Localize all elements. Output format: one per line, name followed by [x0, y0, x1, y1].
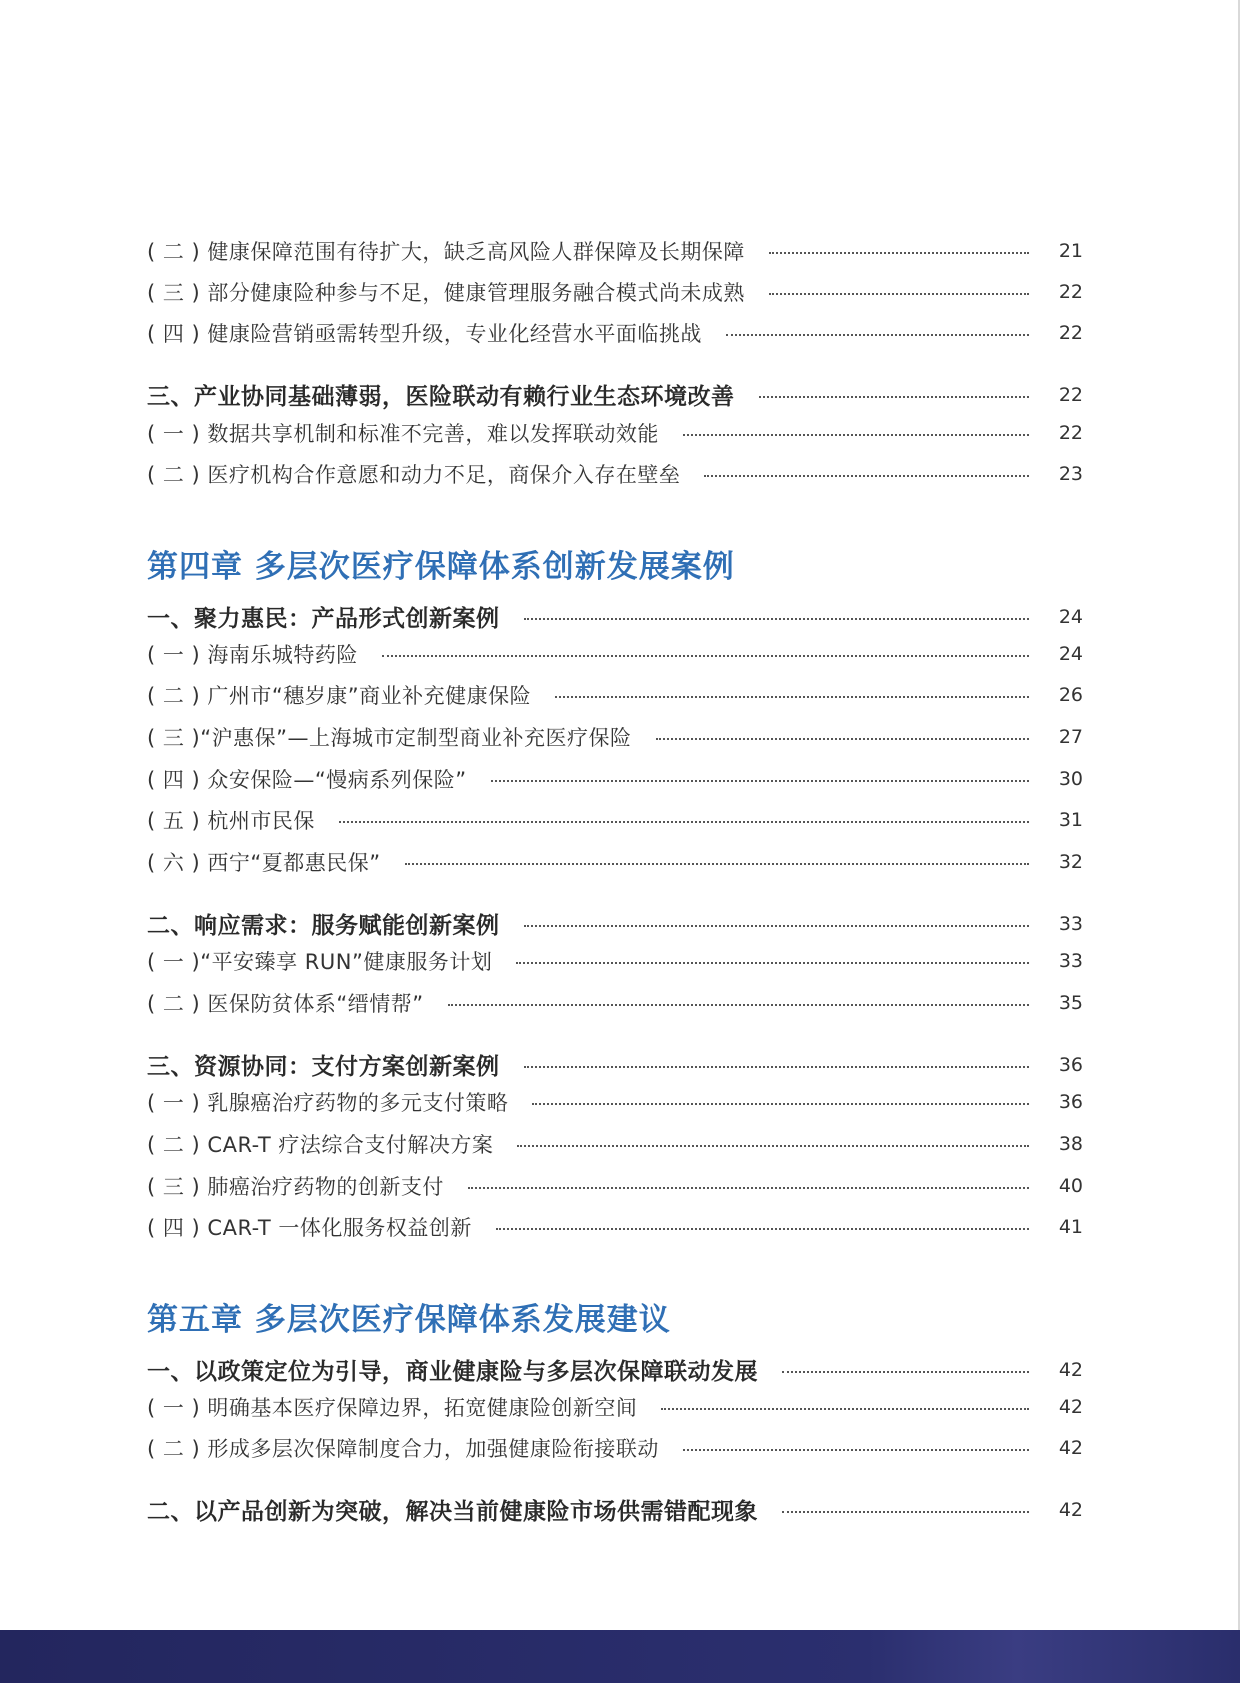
dot-leader [339, 821, 1029, 823]
toc-page-number: 24 [1058, 643, 1083, 665]
toc-entry-label: ( 四 ) 众安保险—“慢病系列保险” [147, 768, 467, 792]
toc-page-number: 42 [1058, 1437, 1083, 1459]
dot-leader [448, 1004, 1029, 1006]
toc-entry-label: ( 二 ) 健康保障范围有待扩大，缺乏高风险人群保障及长期保障 [147, 240, 745, 264]
toc-page-number: 21 [1058, 240, 1083, 262]
toc-page-number: 40 [1058, 1175, 1083, 1197]
dot-leader [683, 1449, 1029, 1451]
toc-entry[interactable] [147, 418, 1083, 448]
dot-leader [516, 962, 1029, 964]
dot-leader [782, 1511, 1029, 1513]
dot-leader [524, 1066, 1030, 1068]
toc-page-number: 31 [1058, 809, 1083, 831]
toc-entry-label: ( 三 )“沪惠保”—上海城市定制型商业补充医疗保险 [147, 726, 632, 750]
toc-entry[interactable] [147, 459, 1083, 489]
toc-entry-label: ( 一 ) 海南乐城特药险 [147, 643, 358, 667]
dot-leader [468, 1187, 1029, 1189]
toc-entry[interactable] [147, 988, 1083, 1018]
toc-page-number: 41 [1058, 1216, 1083, 1238]
toc-entry[interactable] [147, 1087, 1083, 1117]
toc-entry-label: ( 三 ) 部分健康险种参与不足，健康管理服务融合模式尚未成熟 [147, 281, 745, 305]
toc-entry[interactable] [147, 847, 1083, 877]
toc-page-number: 36 [1058, 1053, 1083, 1076]
dot-leader [769, 293, 1029, 295]
toc-entry-label: ( 四 ) 健康险营销亟需转型升级，专业化经营水平面临挑战 [147, 322, 702, 346]
dot-leader [517, 1145, 1029, 1147]
toc-entry[interactable] [147, 946, 1083, 976]
dot-leader [496, 1228, 1029, 1230]
chapter-title[interactable]: 第五章 多层次医疗保障体系发展建议 [147, 1302, 671, 1338]
toc-page-number: 24 [1058, 605, 1083, 628]
toc-page-number: 22 [1058, 322, 1083, 344]
toc-entry[interactable] [147, 1212, 1083, 1242]
chapter-title[interactable]: 第四章 多层次医疗保障体系创新发展案例 [147, 549, 735, 585]
toc-entry-label: ( 二 ) 广州市“穗岁康”商业补充健康保险 [147, 684, 532, 708]
toc-entry[interactable] [147, 1433, 1083, 1463]
toc-section-entry[interactable] [147, 1048, 1083, 1081]
dot-leader [491, 780, 1029, 782]
toc-entry-label: ( 一 )“平安臻享 RUN”健康服务计划 [147, 950, 493, 974]
toc-page-number: 33 [1058, 950, 1083, 972]
dot-leader [382, 655, 1029, 657]
toc-entry[interactable] [147, 318, 1083, 348]
toc-page-number: 38 [1058, 1133, 1083, 1155]
toc-page-number: 42 [1058, 1358, 1083, 1381]
toc-entry[interactable] [147, 764, 1083, 794]
toc-section-label: 一、以政策定位为引导，商业健康险与多层次保障联动发展 [147, 1359, 758, 1385]
toc-section-entry[interactable] [147, 1353, 1083, 1386]
toc-entry-label: ( 二 ) 形成多层次保障制度合力，加强健康险衔接联动 [147, 1437, 659, 1461]
toc-section-entry[interactable] [147, 907, 1083, 940]
toc-page-number: 35 [1058, 992, 1083, 1014]
toc-entry[interactable] [147, 277, 1083, 307]
toc-page-number: 30 [1058, 768, 1083, 790]
toc-entry[interactable] [147, 236, 1083, 266]
toc-section-label: 三、产业协同基础薄弱，医险联动有赖行业生态环境改善 [147, 384, 735, 410]
toc-entry-label: ( 二 ) CAR-T 疗法综合支付解决方案 [147, 1133, 494, 1157]
footer-band [0, 1630, 1240, 1683]
toc-entry-label: ( 六 ) 西宁“夏都惠民保” [147, 851, 381, 875]
dot-leader [683, 434, 1029, 436]
toc-section-label: 一、聚力惠民：产品形式创新案例 [147, 606, 500, 632]
dot-leader [759, 396, 1030, 398]
dot-leader [532, 1103, 1029, 1105]
dot-leader [656, 738, 1030, 740]
dot-leader [524, 618, 1030, 620]
dot-leader [555, 696, 1029, 698]
toc-section-entry[interactable] [147, 1493, 1083, 1526]
toc-entry-label: ( 一 ) 明确基本医疗保障边界，拓宽健康险创新空间 [147, 1396, 638, 1420]
toc-page-number: 23 [1058, 463, 1083, 485]
toc-section-label: 二、响应需求：服务赋能创新案例 [147, 913, 500, 939]
toc-page-number: 32 [1058, 851, 1083, 873]
toc-entry[interactable] [147, 639, 1083, 669]
toc-entry-label: ( 二 ) 医疗机构合作意愿和动力不足，商保介入存在壁垒 [147, 463, 681, 487]
toc-entry-label: ( 四 ) CAR-T 一体化服务权益创新 [147, 1216, 472, 1240]
toc-section-label: 二、以产品创新为突破，解决当前健康险市场供需错配现象 [147, 1499, 758, 1525]
toc-entry-label: ( 一 ) 数据共享机制和标准不完善，难以发挥联动效能 [147, 422, 659, 446]
dot-leader [769, 252, 1029, 254]
toc-entry-label: ( 二 ) 医保防贫体系“缙情帮” [147, 992, 424, 1016]
toc-section-entry[interactable] [147, 378, 1083, 411]
toc-entry-label: ( 一 ) 乳腺癌治疗药物的多元支付策略 [147, 1091, 509, 1115]
dot-leader [405, 863, 1029, 865]
toc-entry[interactable] [147, 1129, 1083, 1159]
dot-leader [524, 925, 1030, 927]
toc-page-number: 42 [1058, 1396, 1083, 1418]
toc-page-number: 22 [1058, 383, 1083, 406]
dot-leader [704, 475, 1029, 477]
dot-leader [726, 334, 1029, 336]
toc-page-number: 42 [1058, 1498, 1083, 1521]
toc-section-label: 三、资源协同：支付方案创新案例 [147, 1054, 500, 1080]
toc-entry[interactable] [147, 1392, 1083, 1422]
toc-page-number: 22 [1058, 422, 1083, 444]
toc-entry-label: ( 三 ) 肺癌治疗药物的创新支付 [147, 1175, 444, 1199]
toc-page-number: 36 [1058, 1091, 1083, 1113]
dot-leader [782, 1371, 1029, 1373]
toc-entry[interactable] [147, 722, 1083, 752]
toc-entry-label: ( 五 ) 杭州市民保 [147, 809, 315, 833]
toc-page-number: 22 [1058, 281, 1083, 303]
toc-entry[interactable] [147, 680, 1083, 710]
toc-page-number: 27 [1058, 726, 1083, 748]
toc-entry[interactable] [147, 805, 1083, 835]
dot-leader [661, 1408, 1029, 1410]
toc-entry[interactable] [147, 1171, 1083, 1201]
toc-page-number: 26 [1058, 684, 1083, 706]
toc-page-number: 33 [1058, 912, 1083, 935]
toc-section-entry[interactable] [147, 600, 1083, 633]
